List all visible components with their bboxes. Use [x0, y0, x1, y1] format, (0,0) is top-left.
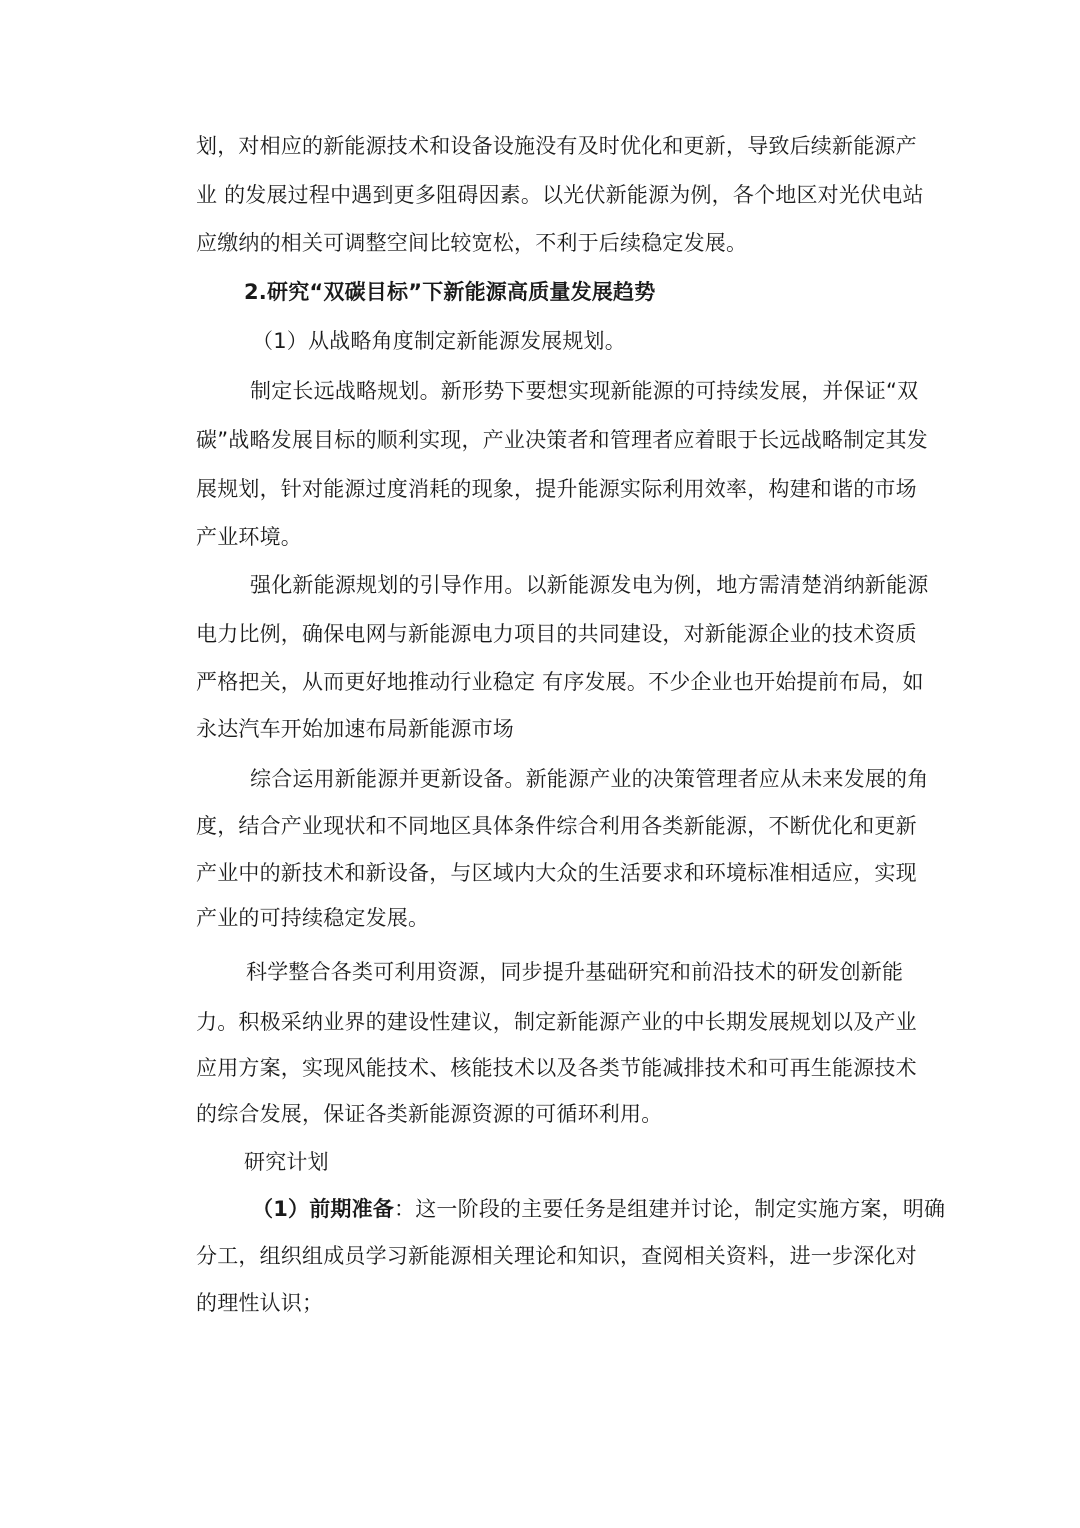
intro-line-2: 业 的发展过程中遇到更多阻碍因素。以光伏新能源为例，各个地区对光伏电站 — [196, 183, 924, 207]
para-3-line-2: 度，结合产业现状和不同地区具体条件综合利用各类新能源，不断优化和更新 — [196, 814, 917, 838]
para-1-line-4: 产业环境。 — [196, 525, 302, 549]
para-1-line-2: 碳”战略发展目标的顺利实现，产业决策者和管理者应着眼于长远战略制定其发 — [196, 428, 928, 452]
para-4-line-4: 的综合发展，保证各类新能源资源的可循环利用。 — [196, 1102, 663, 1126]
subheading-strategy: （1）从战略角度制定新能源发展规划。 — [252, 329, 626, 353]
para-2-line-2: 电力比例，确保电网与新能源电力项目的共同建设，对新能源企业的技术资质 — [196, 622, 917, 646]
para-2-line-4: 永达汽车开始加速布局新能源市场 — [196, 717, 514, 741]
plan-item-1-line-3: 的理性认识； — [196, 1291, 324, 1315]
para-3-line-1: 综合运用新能源并更新设备。新能源产业的决策管理者应从未来发展的角 — [250, 767, 929, 791]
para-3-line-3: 产业中的新技术和新设备，与区域内大众的生活要求和环境标准相适应，实现 — [196, 861, 917, 885]
para-4-line-3: 应用方案，实现风能技术、核能技术以及各类节能减排技术和可再生能源技术 — [196, 1056, 917, 1080]
para-4-line-1: 科学整合各类可利用资源，同步提升基础研究和前沿技术的研发创新能 — [246, 960, 904, 984]
plan-item-1-line-1 — [252, 1194, 1012, 1224]
para-4-line-2: 力。积极采纳业界的建设性建议，制定新能源产业的中长期发展规划以及产业 — [196, 1010, 917, 1034]
para-1-line-1: 制定长远战略规划。新形势下要想实现新能源的可持续发展，并保证“双 — [250, 379, 919, 403]
section-heading: 2.研究“双碳目标”下新能源高质量发展趋势 — [244, 280, 656, 304]
plan-item-1-text: ：这一阶段的主要任务是组建并讨论，制定实施方案，明确 — [394, 1197, 946, 1221]
plan-item-1-label: （1）前期准备 — [252, 1197, 395, 1221]
intro-line-3: 应缴纳的相关可调整空间比较宽松，不利于后续稳定发展。 — [196, 231, 748, 255]
plan-item-1-line-2: 分工，组织组成员学习新能源相关理论和知识，查阅相关资料，进一步深化对 — [196, 1244, 917, 1268]
para-1-line-3: 展规划，针对能源过度消耗的现象，提升能源实际利用效率，构建和谐的市场 — [196, 477, 917, 501]
para-2-line-1: 强化新能源规划的引导作用。以新能源发电为例，地方需清楚消纳新能源 — [250, 573, 929, 597]
para-3-line-4: 产业的可持续稳定发展。 — [196, 906, 430, 930]
para-2-line-3: 严格把关，从而更好地推动行业稳定 有序发展。不少企业也开始提前布局，如 — [196, 670, 924, 694]
intro-line-1: 划，对相应的新能源技术和设备设施没有及时优化和更新，导致后续新能源产 — [196, 134, 917, 158]
plan-heading: 研究计划 — [244, 1150, 329, 1174]
